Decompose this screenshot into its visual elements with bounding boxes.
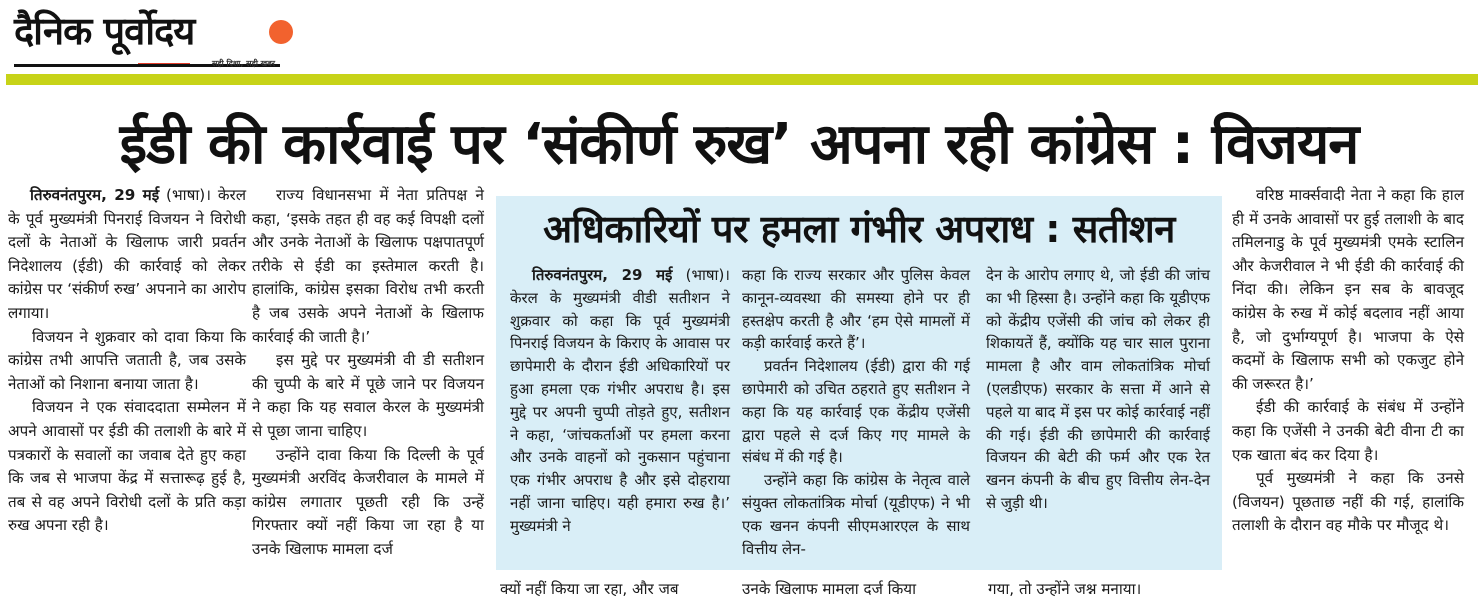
article-paragraph: कहा कि राज्य सरकार और पुलिस केवल कानून-व्यवस्था की समस्या होने पर ही हस्तक्षेप करती है और ‘हम ऐसे मामलों में कड़ी कार्रवाई करते हैं’।	[742, 266, 970, 353]
continuation-line: उनके खिलाफ मामला दर्ज किया	[742, 580, 917, 598]
box-column-2	[742, 264, 970, 560]
article-paragraph: उन्होंने कहा कि कांग्रेस के नेतृत्व वाले संयुक्त लोकतांत्रिक मोर्चा (यूडीएफ) ने भी एक खनन कंपनी सीएमआरएल के साथ वित्तीय लेन-	[742, 471, 970, 558]
article-paragraph: वरिष्ठ मार्क्सवादी नेता ने कहा कि हाल ही में उनके आवासों पर हुई तलाशी के बाद तमिलनाडु के पूर्व मुख्यमंत्री एमके स्टालिन और केजरीवाल ने भी ईडी की कार्रवाई की निंदा की। लेकिन इन सब के बावजूद कांग्रेस के रुख में कोई बदलाव नहीं आया है, जो दुर्भाग्यपूर्ण है। भाजपा के ऐसे कदमों के खिलाफ सभी को एकजुट होने की जरूरत है।’	[1232, 186, 1464, 393]
article-paragraph: पूर्व मुख्यमंत्री ने कहा कि उनसे (विजयन) पूछताछ नहीं की गई, हालांकि तलाशी के दौरान वह मौके पर मौजूद थे।	[1232, 469, 1464, 535]
article-paragraph: ईडी की कार्रवाई के संबंध में उन्होंने कहा कि एजेंसी ने उनकी बेटी वीना टी का एक खाता बंद कर दिया है।	[1232, 398, 1464, 464]
dateline: तिरुवनंतपुरम, 29 मई	[30, 186, 160, 204]
box-column-3	[986, 264, 1210, 515]
article-paragraph: तिरुवनंतपुरम, 29 मई (भाषा)। केरल के मुख्यमंत्री वीडी सतीशन ने शुक्रवार को कहा कि पूर्व मुख्यमंत्री पिनराई विजयन के किराए के आवास पर छापेमारी के दौरान ईडी अधिकारियों पर हुआ हमला एक गंभीर अपराध है। इस मुद्दे पर अपनी चुप्पी तोड़ते हुए, सतीशन ने कहा, ‘जांचकर्ताओं पर हमला करना और उनके वाहनों को नुकसान पहुंचाना एक गंभीर अपराध है और इसे दोहराया नहीं जाना चाहिए। यही हमारा रुख है।’ मुख्यमंत्री ने	[510, 266, 730, 535]
article-paragraph: विजयन ने एक संवाददाता सम्मेलन में अपने आवासों पर ईडी की तलाशी के बारे में पत्रकारों के सवालों का जवाब देते हुए कहा कि जब से भाजपा केंद्र में सत्तारूढ़ हुई है, तब से वह अपने विरोधी दलों के प्रति कड़ा रुख अपना रही है।	[8, 398, 246, 535]
main-headline: ईडी की कार्रवाई पर ‘संकीर्ण रुख’ अपना रही कांग्रेस : विजयन	[119, 112, 1359, 177]
article-paragraph: तिरुवनंतपुरम, 29 मई (भाषा)। केरल के पूर्व मुख्यमंत्री पिनराई विजयन ने विरोधी दलों के नेताओं के खिलाफ जारी प्रवर्तन निदेशालय (ईडी) की कार्रवाई को लेकर कांग्रेस पर ‘संकीर्ण रुख’ अपनाने का आरोप लगाया।	[8, 186, 246, 322]
masthead	[0, 0, 1478, 80]
article-paragraph: प्रवर्तन निदेशालय (ईडी) द्वारा की गई छापेमारी को उचित ठहराते हुए सतीशन ने कहा कि यह कार्रवाई एक केंद्रीय एजेंसी द्वारा पहले से दर्ज किए गए मामले के संबंध में की गई है।	[742, 357, 970, 467]
logo-tagline: सही दिशा, सही खबर	[212, 59, 276, 68]
article-column-5	[1232, 184, 1464, 538]
box-dateline: तिरुवनंतपुरम, 29 मई	[532, 266, 673, 284]
continuation-line: क्यों नहीं किया जा रहा, और जब	[500, 580, 679, 598]
box-headline: अधिकारियों पर हमला गंभीर अपराध : सतीशन	[543, 207, 1175, 251]
article-column-2	[252, 184, 484, 562]
continuation-line: गया, तो उन्होंने जश्न मनाया।	[988, 580, 1142, 598]
box-column-1	[510, 264, 730, 538]
article-paragraph: उन्होंने दावा किया कि दिल्ली के पूर्व मुख्यमंत्री अरविंद केजरीवाल के मामले में कांग्रेस लगातार पूछती रही कि उन्हें गिरफ्तार क्यों नहीं किया जा रहा है या उनके खिलाफ मामला दर्ज	[252, 445, 484, 558]
logo-dot-icon	[269, 20, 293, 44]
article-paragraph: विजयन ने शुक्रवार को दावा किया कि कांग्रेस तभी आपत्ति जताती है, जब उसके नेताओं को निशाना बनाया जाता है।	[8, 327, 246, 393]
masthead-rule	[6, 74, 1478, 85]
article-paragraph: इस मुद्दे पर मुख्यमंत्री वी डी सतीशन की चुप्पी के बारे में पूछे जाने पर विजयन ने कहा कि यह सवाल केरल के मुख्यमंत्री से पूछा जाना चाहिए।	[252, 351, 484, 440]
article-paragraph: देन के आरोप लगाए थे, जो ईडी की जांच का भी हिस्सा है। उन्होंने कहा कि यूडीएफ को केंद्रीय एजेंसी की जांच को लेकर ही शिकायतें हैं, क्योंकि यह चार साल पुराना मामला है और वाम लोकतांत्रिक मोर्चा (एलडीएफ) सरकार के सत्ता में आने से पहले या बाद में इस पर कोई कार्रवाई नहीं की गई। ईडी की छापेमारी की कार्रवाई विजयन की बेटी की फर्म और एक रेत खनन कंपनी के बीच हुए वित्तीय लेन-देन से जुड़ी थी।	[986, 266, 1210, 512]
boxed-article	[496, 196, 1222, 570]
article-column-1	[8, 184, 246, 538]
newspaper-logo	[14, 8, 294, 68]
article-paragraph: राज्य विधानसभा में नेता प्रतिपक्ष ने कहा, ‘इसके तहत ही वह कई विपक्षी दलों और उनके नेताओं के खिलाफ पक्षपातपूर्ण तरीके से ईडी का इस्तेमाल करती है। हालांकि, कांग्रेस इसका विरोध तभी करती है जब उसके अपने नेताओं के खिलाफ कार्रवाई की जाती है।’	[252, 186, 484, 346]
logo-text: दैनिक पूर्वोदय	[14, 9, 195, 53]
